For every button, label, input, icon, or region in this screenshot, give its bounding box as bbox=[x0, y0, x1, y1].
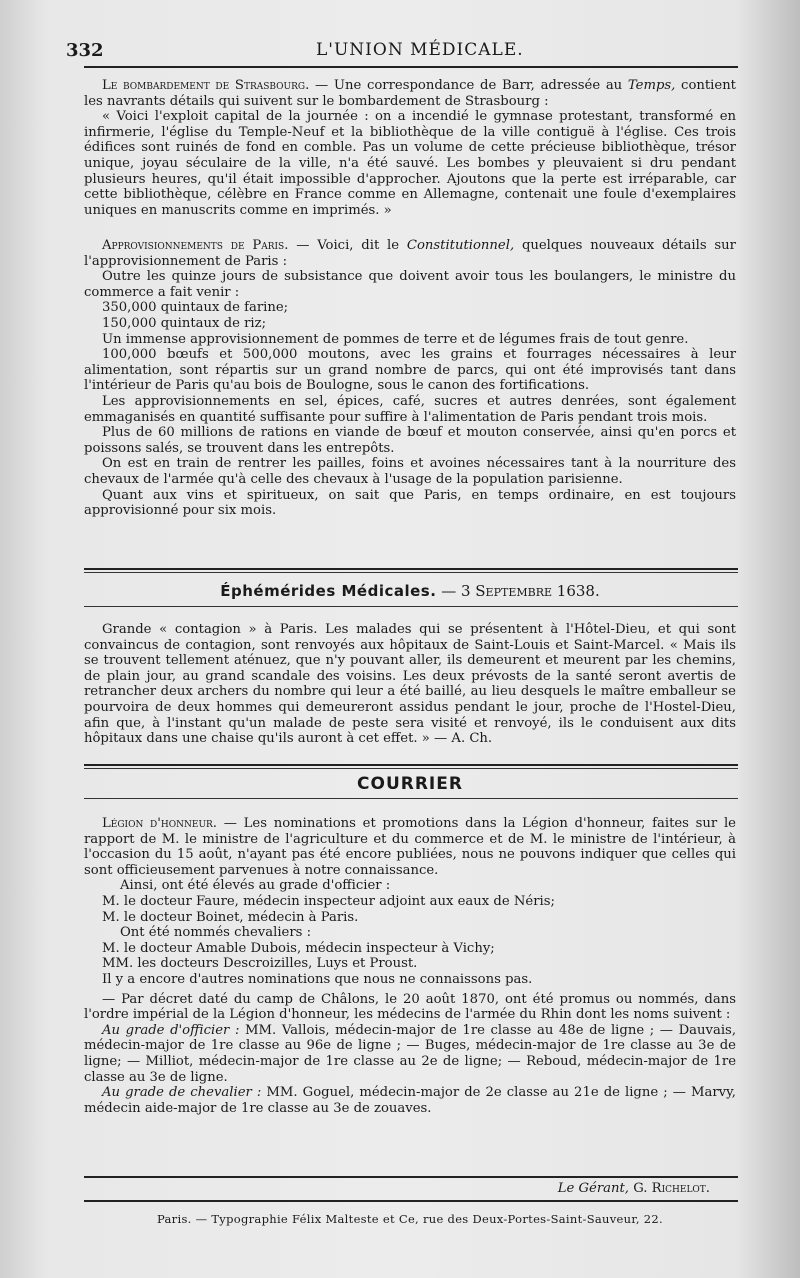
approvisionnements-intro: Approvisionnements de Paris. — Voici, dit le Constitutionnel, quelques nouveaux détails sur l'approvisionnement de Paris : bbox=[84, 238, 736, 269]
page-header bbox=[66, 40, 738, 64]
paragraph: 100,000 bœufs et 500,000 moutons, avec les grains et fourrages nécessaires à leur alimentation, sont répartis sur un grand nombre de parcs, qui ont été improvisés tant dans l'intérieur de Paris qu'au bois de Boulogne, sous le canon des fortifications. bbox=[84, 347, 736, 394]
paragraph: Quant aux vins et spiritueux, on sait que Paris, en temps ordinaire, en est toujours approvisionné pour six mois. bbox=[84, 487, 736, 519]
bombardement-heading: Le bombardement de Strasbourg. bbox=[102, 78, 310, 93]
footer-rule bbox=[84, 1200, 738, 1202]
bombardement-intro: Le bombardement de Strasbourg. — Une correspondance de Barr, adressée au Temps, contient les navrants détails qui suivent sur le bombardement de Strasbourg : bbox=[84, 78, 736, 109]
paragraph: Un immense approvisionnement de pommes de terre et de légumes frais de tout genre. bbox=[102, 331, 689, 347]
paragraph: Il y a encore d'autres nominations que nous ne connaissons pas. bbox=[102, 971, 533, 987]
list-item: M. le docteur Faure, médecin inspecteur adjoint aux eaux de Néris; bbox=[102, 893, 555, 909]
chevaliers-intro: Ont été nommés chevaliers : bbox=[120, 925, 312, 941]
section-rule bbox=[84, 764, 738, 766]
section-rule bbox=[84, 572, 738, 573]
section-bombardement bbox=[84, 78, 736, 218]
section-rule bbox=[84, 768, 738, 769]
section-courrier bbox=[84, 816, 736, 1116]
paragraph: Plus de 60 millions de rations en viande de bœuf et mouton conservée, ainsi qu'en porcs et poissons salés, se trouvent dans les entrepôts. bbox=[84, 425, 736, 456]
list-item: M. le docteur Boinet, médecin à Paris. bbox=[102, 909, 359, 925]
running-title: L'UNION MÉDICALE. bbox=[316, 40, 524, 60]
ephemerides-title: Éphémérides Médicales. — 3 Septembre 1638. bbox=[220, 582, 600, 600]
decret-paragraph: — Par décret daté du camp de Châlons, le 20 août 1870, ont été promus ou nommés, dans l'ordre impérial de la Légion d'honneur, les médecins de l'armée du Rhin dont les noms suivent : bbox=[84, 991, 736, 1023]
list-item: 350,000 quintaux de farine; bbox=[102, 300, 289, 316]
grade-officier: Au grade d'officier : MM. Vallois, médecin-major de 1re classe au 48e de ligne ; — Dauvais, médecin-major de 1re classe au 96e de ligne ; — Buges, médecin-major de 1re classe au 3e de ligne; — Milliot, médecin-major de 1re classe au 2e de ligne; — Reboud, médecin-major de 1re classe au 3e de ligne. bbox=[84, 1022, 737, 1085]
officier-intro: Ainsi, ont été élevés au grade d'officier : bbox=[120, 878, 391, 894]
paragraph: Les approvisionnements en sel, épices, café, sucres et autres denrées, sont également emmaganisés en quantité suffisante pour suffire à l'alimentation de Paris pendant trois mois. bbox=[84, 393, 736, 425]
header-rule bbox=[84, 66, 738, 68]
paragraph: On est en train de rentrer les pailles, foins et avoines nécessaires tant à la nourriture des chevaux de l'armée qu'à celle des chevaux à l'usage de la population parisienne. bbox=[84, 456, 736, 487]
printer-imprint: Paris. — Typographie Félix Malteste et Ce, rue des Deux-Portes-Saint-Sauveur, 22. bbox=[157, 1212, 663, 1226]
section-rule bbox=[84, 798, 738, 799]
bombardement-quote: « Voici l'exploit capital de la journée : on a incendié le gymnase protestant, transformé en infirmerie, l'église du Temple-Neuf et la bibliothèque de la ville contiguë à l'église. Ces trois édifices sont ruinés de fond en comble. Pas un volume de cette précieuse bibliothèque, trésor unique, joyau séculaire de la ville, n'a été sauvé. Les bombes y pleuvaient si dru pendant plusieurs heures, qu'il était impossible d'approcher. Ajoutons que la perte est irréparable, car cette bibliothèque, célèbre en France comme en Allemagne, contenait une foule d'exemplaires uniques en manuscrits comme en imprimés. » bbox=[84, 109, 736, 218]
page-number: 332 bbox=[66, 40, 104, 61]
ephemerides-text: Grande « contagion » à Paris. Les malades qui se présentent à l'Hôtel-Dieu, et qui sont convaincus de contagion, sont renvoyés aux hôpitaux de Saint-Louis et Saint-Marcel. « Mais ils se trouvent tellement aténuez, que n'y pouvant aller, ils demeurent et meurent par les chemins, de plain jour, au grand scandale des voisins. Les deux prévosts de la santé seront avertis de retrancher deux archers du nombre qui leur a été baillé, au lieu desquels le maître emballeur se pourvoira de deux hommes qui demeureront assidus pendant le jour, proche de l'Hostel-Dieu, afin que, à l'instant qu'un malade de peste sera visité et renvoyé, ils le conduisent aux dits hôpitaux dans une chaise qu'ils auront à cet effet. » — A. Ch. bbox=[84, 622, 736, 747]
section-ephemerides bbox=[84, 622, 736, 747]
list-item: 150,000 quintaux de riz; bbox=[102, 315, 267, 331]
legion-intro: Légion d'honneur. — Les nominations et promotions dans la Légion d'honneur, faites sur le rapport de M. le ministre de l'agriculture et du commerce et de M. le ministre de l'intérieur, à l'occasion du 15 août, n'ayant pas été encore publiées, nous ne pouvons indiquer que celles qui sont officieusement parvenues à notre connaissance. bbox=[84, 816, 736, 878]
list-item: M. le docteur Amable Dubois, médecin inspecteur à Vichy; bbox=[102, 940, 495, 956]
signature-rule bbox=[84, 1176, 738, 1178]
section-rule bbox=[84, 606, 738, 607]
section-rule bbox=[84, 568, 738, 570]
signature: Le Gérant, G. Richelot. bbox=[557, 1181, 710, 1196]
approvisionnements-heading: Approvisionnements de Paris. bbox=[102, 238, 289, 253]
grade-chevalier: Au grade de chevalier : MM. Goguel, médecin-major de 2e classe au 21e de ligne ; — Marvy, médecin aide-major de 1re classe au 3e de zouaves. bbox=[84, 1085, 736, 1116]
courrier-title: COURRIER bbox=[357, 774, 463, 794]
paragraph: Outre les quinze jours de subsistance que doivent avoir tous les boulangers, le ministre du commerce a fait venir : bbox=[84, 269, 736, 300]
list-item: MM. les docteurs Descroizilles, Luys et Proust. bbox=[102, 956, 418, 972]
section-approvisionnements bbox=[84, 238, 736, 519]
legion-heading: Légion d'honneur. bbox=[102, 816, 217, 831]
